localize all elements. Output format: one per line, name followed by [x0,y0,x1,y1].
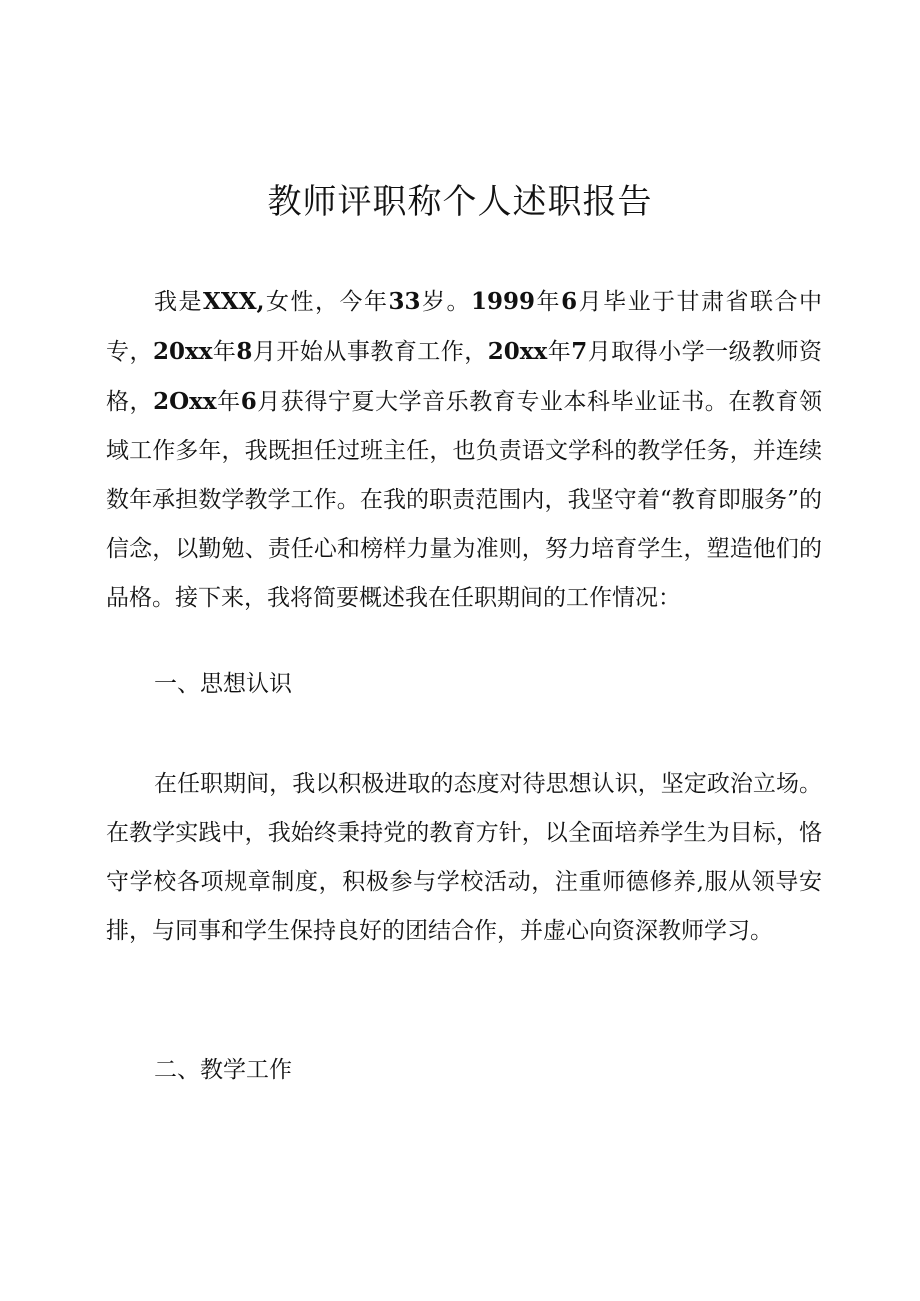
intro-text-run: 女性，今年 [264,289,389,315]
intro-bold-run: 20xx [487,338,548,365]
intro-text-run: 月获得宁夏大学音乐教育专业本科毕业证书。在教育领域工作多年，我既担任过班主任，也负责语文学科的教学任务，并连续数年承担数学教学工作。在我的职责范围内，我坚守着“教育即服务”的信念，以勤勉、责任心和榜样力量为准则，努力培育学生，塑造他们的品格。接下来，我将简要概述我在任职期间的工作情况： [106,389,823,611]
intro-text-run: 年 [212,339,237,365]
intro-bold-run: 6 [561,288,578,315]
intro-bold-run: XXX, [203,288,265,315]
intro-text-run: 月开始从事教育工作， [252,339,488,365]
intro-bold-run: 8 [236,338,253,365]
intro-text-run: 年 [547,339,572,365]
intro-text-run: 月取得小学一级教师资格， [106,339,823,415]
document-title: 教师评职称个人述职报告 [267,182,653,222]
intro-bold-run: 7 [571,338,588,365]
section-heading-thought: 一、思想认识 [154,671,292,697]
section-body-thought: 在任职期间，我以积极进取的态度对待思想认识，坚定政治立场。在教学实践中，我始终秉持党的教育方针，以全面培养学生为目标，恪守学校各项规章制度，积极参与学校活动，注重师德修养,服从领导安排，与同事和学生保持良好的团结合作，并虚心向资深教师学习。 [106,771,822,944]
intro-text-run: 月毕业于甘肃省联合中专， [106,289,823,365]
section-heading-teaching: 二、教学工作 [154,1057,292,1083]
intro-bold-run: 2Oxx [153,388,217,415]
intro-text-run: 年 [535,289,562,315]
intro-bold-run: 1999 [471,288,536,315]
intro-text-run: 年 [216,389,241,415]
intro-bold-run: 6 [240,388,257,415]
intro-bold-run: 20xx [152,338,213,365]
intro-text-run: 岁。 [420,289,472,315]
intro-bold-run: 33 [388,288,421,315]
intro-text-run: 我是 [154,289,203,315]
intro-paragraph [106,277,822,623]
